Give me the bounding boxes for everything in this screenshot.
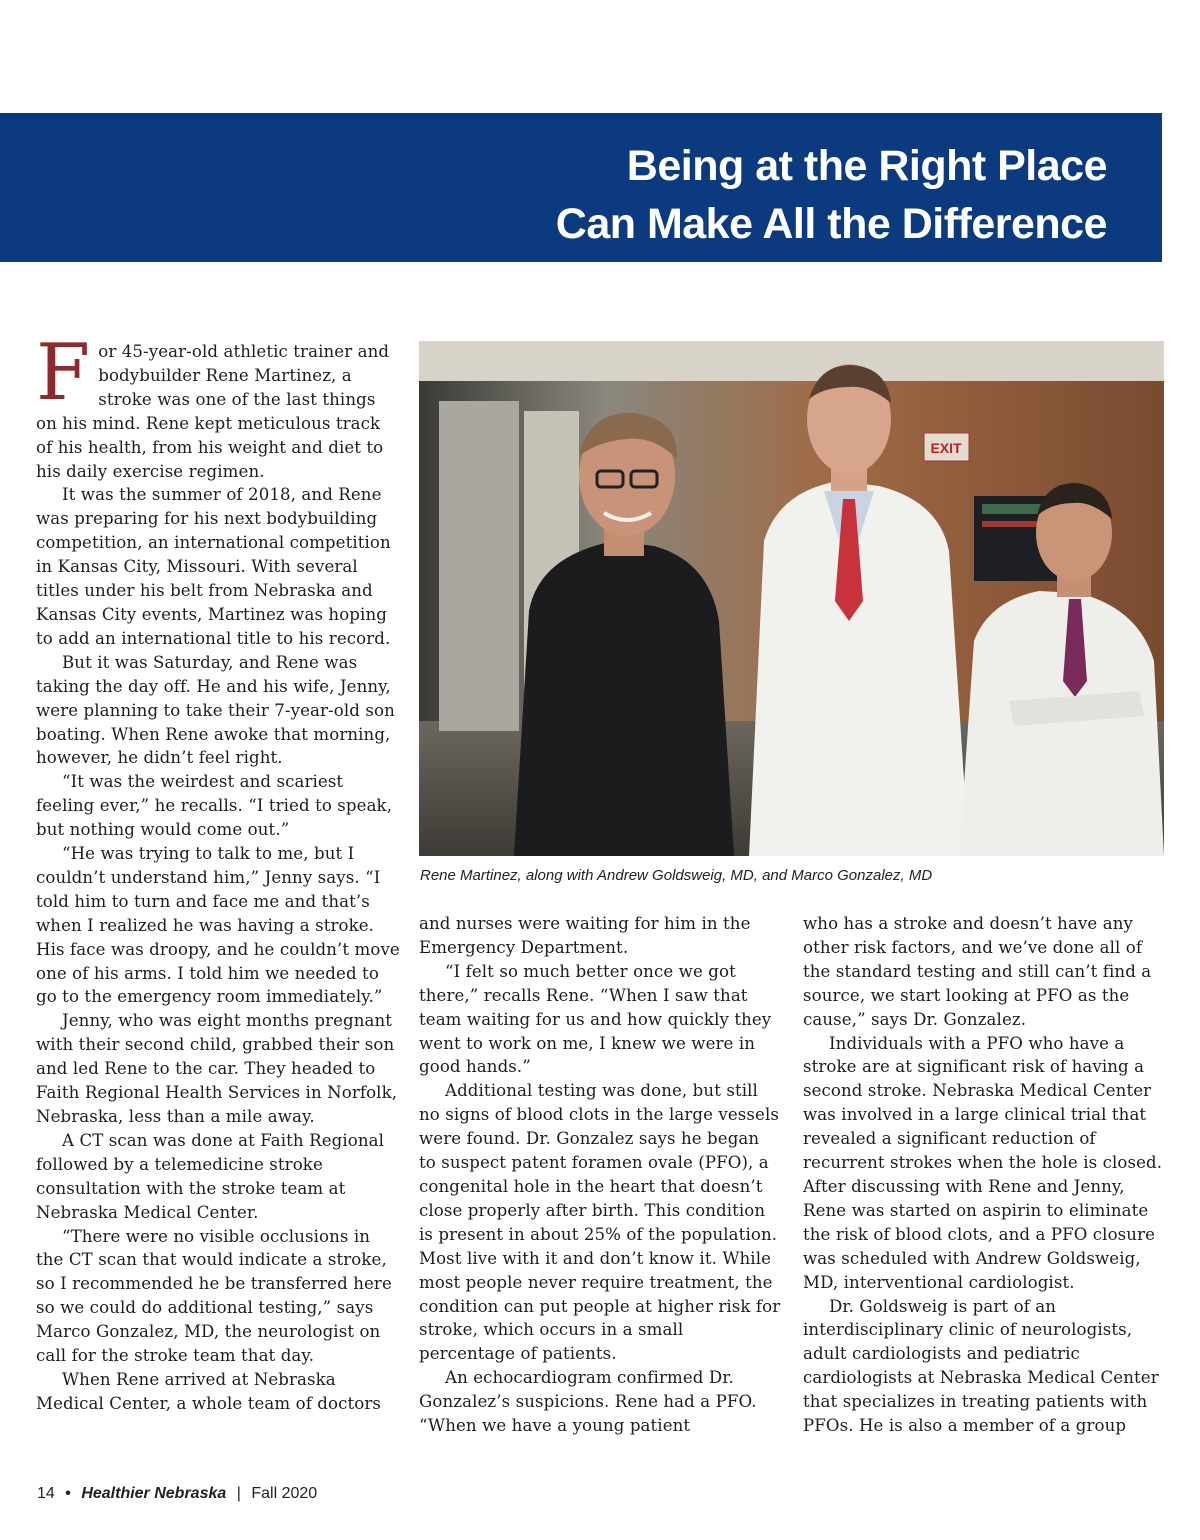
photo-caption: Rene Martinez, along with Andrew Goldsweig, MD, and Marco Gonzalez, MD [420, 867, 933, 884]
paragraph: It was the summer of 2018, and Rene was preparing for his next bodybuilding competition, an international competition in Kansas City, Missouri. With several titles under his belt from Nebraska and Kansas City events, Martinez was hoping to add an international title to his record. [36, 485, 391, 648]
paragraph: Additional testing was done, but still no signs of blood clots in the large vessels were found. Dr. Gonzalez says he began to suspect patent foramen ovale (PFO), a congenital hole in the heart that doesn’t close properly after birth. This condition is present in about 25% of the population. Most live with it and don’t know it. While most people never require treatment, the condition can put people at higher risk for stroke, which occurs in a small percentage of patients. [419, 1081, 781, 1364]
page-number: 14 [37, 1485, 55, 1502]
article-column-3 [803, 912, 1165, 1438]
exit-sign [924, 433, 969, 461]
paragraph: “It was the weirdest and scariest feeling ever,” he recalls. “I tried to speak, but nothing would come out.” [36, 772, 393, 840]
magazine-name: Healthier Nebraska [81, 1485, 227, 1502]
paragraph: When Rene arrived at Nebraska Medical Center, a whole team of doctors [36, 1369, 382, 1413]
title-banner [0, 113, 1162, 262]
article-title [556, 137, 1107, 253]
article-title-line-1: Being at the Right Place [626, 142, 1107, 190]
paragraph: A CT scan was done at Faith Regional followed by a telemedicine stroke consultation with the stroke team at Nebraska Medical Center. [36, 1130, 385, 1222]
paragraph [36, 328, 400, 483]
footer-bullet: • [65, 1485, 71, 1502]
footer-separator: | [236, 1485, 241, 1502]
paragraph: An echocardiogram confirmed Dr. Gonzalez’s suspicions. Rene had a PFO. “When we have a young patient [419, 1368, 757, 1436]
article-title-line-2: Can Make All the Difference [555, 200, 1107, 248]
paragraph-text: or 45-year-old athletic trainer and bodybuilder Rene Martinez, a stroke was one of the last things on his mind. Rene kept meticulous track of his health, from his weight and diet to his daily exercise regimen. [36, 342, 390, 481]
paragraph: “There were no visible occlusions in the CT scan that would indicate a stroke, so I recommended he be transferred here so we could do additional testing,” says Marco Gonzalez, MD, the neurologist on call for the stroke team that day. [36, 1226, 392, 1366]
paragraph: and nurses were waiting for him in the Emergency Department. [419, 914, 751, 957]
paragraph: But it was Saturday, and Rene was taking the day off. He and his wife, Jenny, were planning to take their 7-year-old son boating. When Rene awoke that morning, however, he didn’t feel right. [36, 652, 395, 768]
exit-sign-text: EXIT [930, 440, 962, 456]
photo-illustration [419, 341, 1164, 856]
article-photo [419, 341, 1164, 856]
paragraph: who has a stroke and doesn’t have any other risk factors, and we’ve done all of the standard testing and still can’t find a source, we start looking at PFO as the cause,” says Dr. Gonzalez. [803, 914, 1152, 1029]
paragraph: Individuals with a PFO who have a stroke are at significant risk of having a second stroke. Nebraska Medical Center was involved in a large clinical trial that revealed a significant reduction of recurrent strokes when the hole is closed. After discussing with Rene and Jenny, Rene was started on aspirin to eliminate the risk of blood clots, and a PFO closure was scheduled with Andrew Goldsweig, MD, interventional cardiologist. [803, 1033, 1163, 1292]
issue-date: Fall 2020 [251, 1485, 318, 1502]
paragraph: “He was trying to talk to me, but I couldn’t understand him,” Jenny says. “I told him to turn and face me and that’s when I realized he was having a stroke. His face was droopy, and he couldn’t move one of his arms. I told him we needed to go to the emergency room immediately.” [36, 844, 400, 1007]
article-column-2 [419, 912, 781, 1438]
article-column-1 [36, 328, 400, 1416]
paragraph: Dr. Goldsweig is part of an interdisciplinary clinic of neurologists, adult cardiologists and pediatric cardiologists at Nebraska Medical Center that specializes in treating patients with PFOs. He is also a member of a group [803, 1296, 1159, 1436]
paragraph: “I felt so much better once we got there,” recalls Rene. “When I saw that team waiting for us and how quickly they went to work on me, I knew we were in good hands.” [419, 961, 772, 1077]
paragraph: Jenny, who was eight months pregnant with their second child, grabbed their son and led Rene to the car. They headed to Faith Regional Health Services in Norfolk, Nebraska, less than a mile away. [36, 1011, 398, 1126]
page-footer [37, 1485, 317, 1503]
drop-cap: F [36, 328, 91, 418]
